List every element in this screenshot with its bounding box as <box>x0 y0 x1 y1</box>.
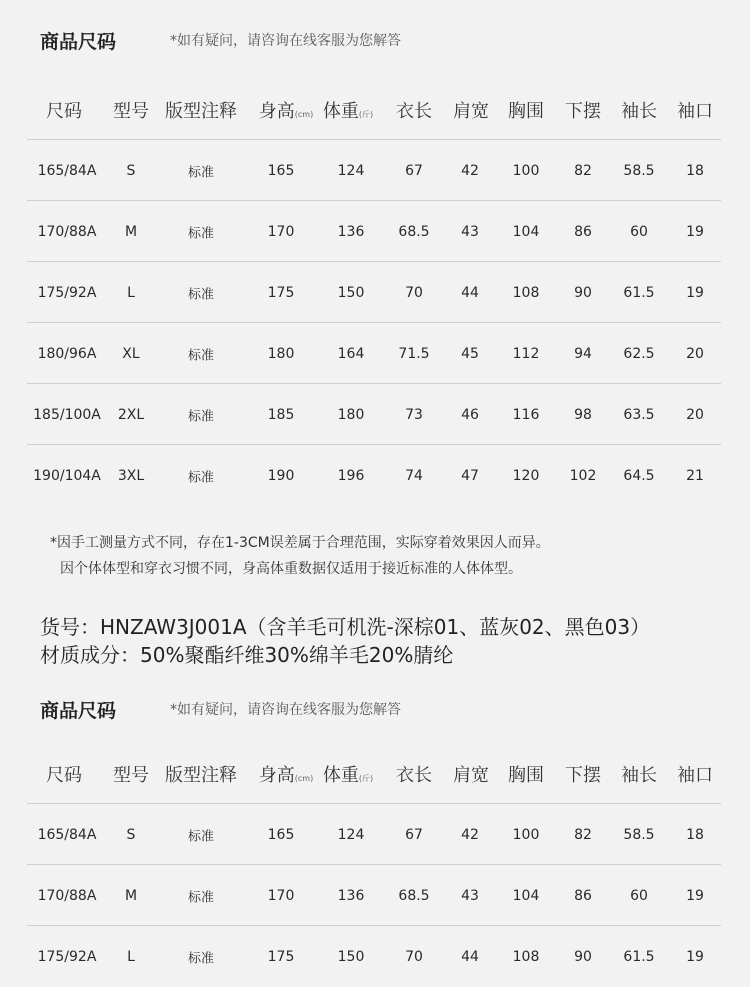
cell-size: 185/100A <box>33 406 101 423</box>
column-label: 身高 <box>258 765 295 786</box>
cell-cuff: 20 <box>686 345 704 362</box>
cell-size: 190/104A <box>33 467 101 484</box>
cell-weight: 150 <box>337 284 365 301</box>
cell-chest: 116 <box>512 406 540 423</box>
cell-shoulder: 44 <box>461 284 479 301</box>
cell-height: 190 <box>267 467 295 484</box>
note-line: 因个体体型和穿衣习惯不同，身高体重数据仅适用于接近标准的人体体型。 <box>60 561 522 577</box>
cell-sleeve: 60 <box>630 223 648 240</box>
table-row <box>27 383 721 445</box>
cell-shoulder: 44 <box>461 948 479 965</box>
cell-sleeve: 58.5 <box>623 826 655 843</box>
cell-height: 180 <box>267 345 295 362</box>
cell-sleeve: 58.5 <box>623 162 655 179</box>
cell-chest: 120 <box>512 467 540 484</box>
cell-size: 180/96A <box>37 345 97 362</box>
size-chart-header <box>40 27 401 54</box>
column-header <box>453 97 489 123</box>
cell-hem: 82 <box>574 826 592 843</box>
cell-hem: 98 <box>574 406 592 423</box>
column-header <box>259 97 313 123</box>
column-header <box>396 761 432 787</box>
column-header <box>113 97 149 123</box>
cell-fit: 标准 <box>187 165 215 180</box>
cell-shoulder: 42 <box>461 826 479 843</box>
table-row <box>27 925 721 987</box>
cell-weight: 124 <box>337 162 365 179</box>
cell-model: L <box>127 948 135 965</box>
cell-height: 175 <box>267 284 295 301</box>
cell-shoulder: 42 <box>461 162 479 179</box>
cell-length: 71.5 <box>398 345 430 362</box>
cell-chest: 108 <box>512 948 540 965</box>
column-header <box>46 761 82 787</box>
column-header <box>323 97 373 123</box>
column-label: 尺码 <box>46 101 82 122</box>
cell-size: 170/88A <box>37 223 97 240</box>
column-header <box>396 97 432 123</box>
column-label: 肩宽 <box>453 101 489 122</box>
column-unit: (斤) <box>358 774 374 783</box>
cell-model: M <box>124 223 138 240</box>
column-label: 版型注释 <box>165 765 237 786</box>
column-label: 胸围 <box>508 101 544 122</box>
cell-height: 165 <box>267 162 295 179</box>
cell-shoulder: 47 <box>461 467 479 484</box>
table-row <box>27 864 721 926</box>
column-unit: (cm) <box>294 774 314 783</box>
table-header-row <box>0 761 750 791</box>
column-label: 衣长 <box>396 765 432 786</box>
cell-chest: 100 <box>512 162 540 179</box>
cell-model: L <box>127 284 135 301</box>
cell-sleeve: 63.5 <box>623 406 655 423</box>
cell-model: S <box>126 162 136 179</box>
cell-cuff: 19 <box>686 223 704 240</box>
cell-sleeve: 62.5 <box>623 345 655 362</box>
cell-hem: 90 <box>574 948 592 965</box>
cell-weight: 150 <box>337 948 365 965</box>
cell-length: 67 <box>405 162 423 179</box>
table-header-row <box>0 97 750 127</box>
cell-sleeve: 64.5 <box>623 467 655 484</box>
cell-shoulder: 46 <box>461 406 479 423</box>
section-title: 商品尺码 <box>40 700 117 722</box>
measurement-notes <box>50 530 550 582</box>
cell-length: 68.5 <box>398 223 430 240</box>
column-label: 型号 <box>113 101 149 122</box>
table-row <box>27 322 721 384</box>
column-unit: (cm) <box>294 110 314 119</box>
column-header <box>621 97 657 123</box>
column-label: 袖口 <box>677 765 713 786</box>
table-row <box>27 200 721 262</box>
size-chart-header <box>40 696 401 723</box>
cell-shoulder: 43 <box>461 887 479 904</box>
product-info <box>40 613 650 669</box>
table-row <box>27 139 721 201</box>
cell-fit: 标准 <box>187 890 215 905</box>
table-row <box>27 444 721 506</box>
cell-weight: 164 <box>337 345 365 362</box>
column-header <box>508 97 544 123</box>
cell-chest: 112 <box>512 345 540 362</box>
cell-cuff: 21 <box>686 467 704 484</box>
note-line: *因手工测量方式不同，存在1-3CM误差属于合理范围，实际穿着效果因人而异。 <box>50 535 550 551</box>
cell-length: 68.5 <box>398 887 430 904</box>
cell-weight: 196 <box>337 467 365 484</box>
cell-fit: 标准 <box>187 226 215 241</box>
table-row <box>27 261 721 323</box>
cell-chest: 104 <box>512 887 540 904</box>
cell-fit: 标准 <box>187 348 215 363</box>
cell-size: 175/92A <box>37 284 97 301</box>
cell-model: 2XL <box>117 406 145 423</box>
cell-size: 175/92A <box>37 948 97 965</box>
column-label: 体重 <box>322 765 359 786</box>
cell-hem: 90 <box>574 284 592 301</box>
cell-size: 170/88A <box>37 887 97 904</box>
cell-length: 70 <box>405 948 423 965</box>
cell-model: M <box>124 887 138 904</box>
cell-cuff: 18 <box>686 826 704 843</box>
cell-chest: 104 <box>512 223 540 240</box>
material-composition: 材质成分：50%聚酯纤维30%绵羊毛20%腈纶 <box>40 643 454 667</box>
column-label: 肩宽 <box>453 765 489 786</box>
cell-fit: 标准 <box>187 951 215 966</box>
column-label: 身高 <box>258 101 295 122</box>
cell-sleeve: 61.5 <box>623 284 655 301</box>
cell-cuff: 20 <box>686 406 704 423</box>
cell-size: 165/84A <box>37 826 97 843</box>
cell-hem: 82 <box>574 162 592 179</box>
cell-shoulder: 43 <box>461 223 479 240</box>
column-label: 下摆 <box>565 765 601 786</box>
column-header <box>508 761 544 787</box>
column-label: 版型注释 <box>165 101 237 122</box>
cell-height: 175 <box>267 948 295 965</box>
cell-weight: 124 <box>337 826 365 843</box>
cell-weight: 180 <box>337 406 365 423</box>
column-header <box>323 761 373 787</box>
section-note: *如有疑问，请咨询在线客服为您解答 <box>170 702 401 718</box>
cell-model: XL <box>122 345 140 362</box>
cell-hem: 86 <box>574 223 592 240</box>
cell-sleeve: 61.5 <box>623 948 655 965</box>
column-label: 袖长 <box>621 101 657 122</box>
cell-length: 70 <box>405 284 423 301</box>
cell-model: 3XL <box>117 467 145 484</box>
column-unit: (斤) <box>358 110 374 119</box>
column-label: 袖口 <box>677 101 713 122</box>
cell-length: 74 <box>405 467 423 484</box>
cell-fit: 标准 <box>187 287 215 302</box>
cell-height: 170 <box>267 887 295 904</box>
cell-shoulder: 45 <box>461 345 479 362</box>
column-label: 尺码 <box>46 765 82 786</box>
column-label: 袖长 <box>621 765 657 786</box>
cell-length: 73 <box>405 406 423 423</box>
cell-length: 67 <box>405 826 423 843</box>
column-header <box>565 761 601 787</box>
column-header <box>259 761 313 787</box>
section-title: 商品尺码 <box>40 31 117 53</box>
cell-hem: 94 <box>574 345 592 362</box>
column-header <box>165 761 237 787</box>
cell-fit: 标准 <box>187 470 215 485</box>
column-label: 胸围 <box>508 765 544 786</box>
cell-sleeve: 60 <box>630 887 648 904</box>
cell-chest: 108 <box>512 284 540 301</box>
cell-cuff: 19 <box>686 887 704 904</box>
item-number: 货号：HNZAW3J001A（含羊毛可机洗-深棕01、蓝灰02、黑色03） <box>40 615 651 639</box>
cell-height: 165 <box>267 826 295 843</box>
column-header <box>46 97 82 123</box>
column-header <box>453 761 489 787</box>
column-header <box>677 97 713 123</box>
column-header <box>621 761 657 787</box>
column-header <box>113 761 149 787</box>
column-label: 体重 <box>322 101 359 122</box>
cell-height: 170 <box>267 223 295 240</box>
section-note: *如有疑问，请咨询在线客服为您解答 <box>170 33 401 49</box>
column-label: 型号 <box>113 765 149 786</box>
cell-cuff: 18 <box>686 162 704 179</box>
column-header <box>565 97 601 123</box>
cell-cuff: 19 <box>686 284 704 301</box>
cell-fit: 标准 <box>187 829 215 844</box>
cell-cuff: 19 <box>686 948 704 965</box>
cell-model: S <box>126 826 136 843</box>
cell-hem: 102 <box>569 467 597 484</box>
cell-weight: 136 <box>337 223 365 240</box>
cell-size: 165/84A <box>37 162 97 179</box>
cell-height: 185 <box>267 406 295 423</box>
column-header <box>165 97 237 123</box>
table-row <box>27 803 721 865</box>
cell-chest: 100 <box>512 826 540 843</box>
column-header <box>677 761 713 787</box>
cell-hem: 86 <box>574 887 592 904</box>
column-label: 衣长 <box>396 101 432 122</box>
column-label: 下摆 <box>565 101 601 122</box>
cell-fit: 标准 <box>187 409 215 424</box>
cell-weight: 136 <box>337 887 365 904</box>
